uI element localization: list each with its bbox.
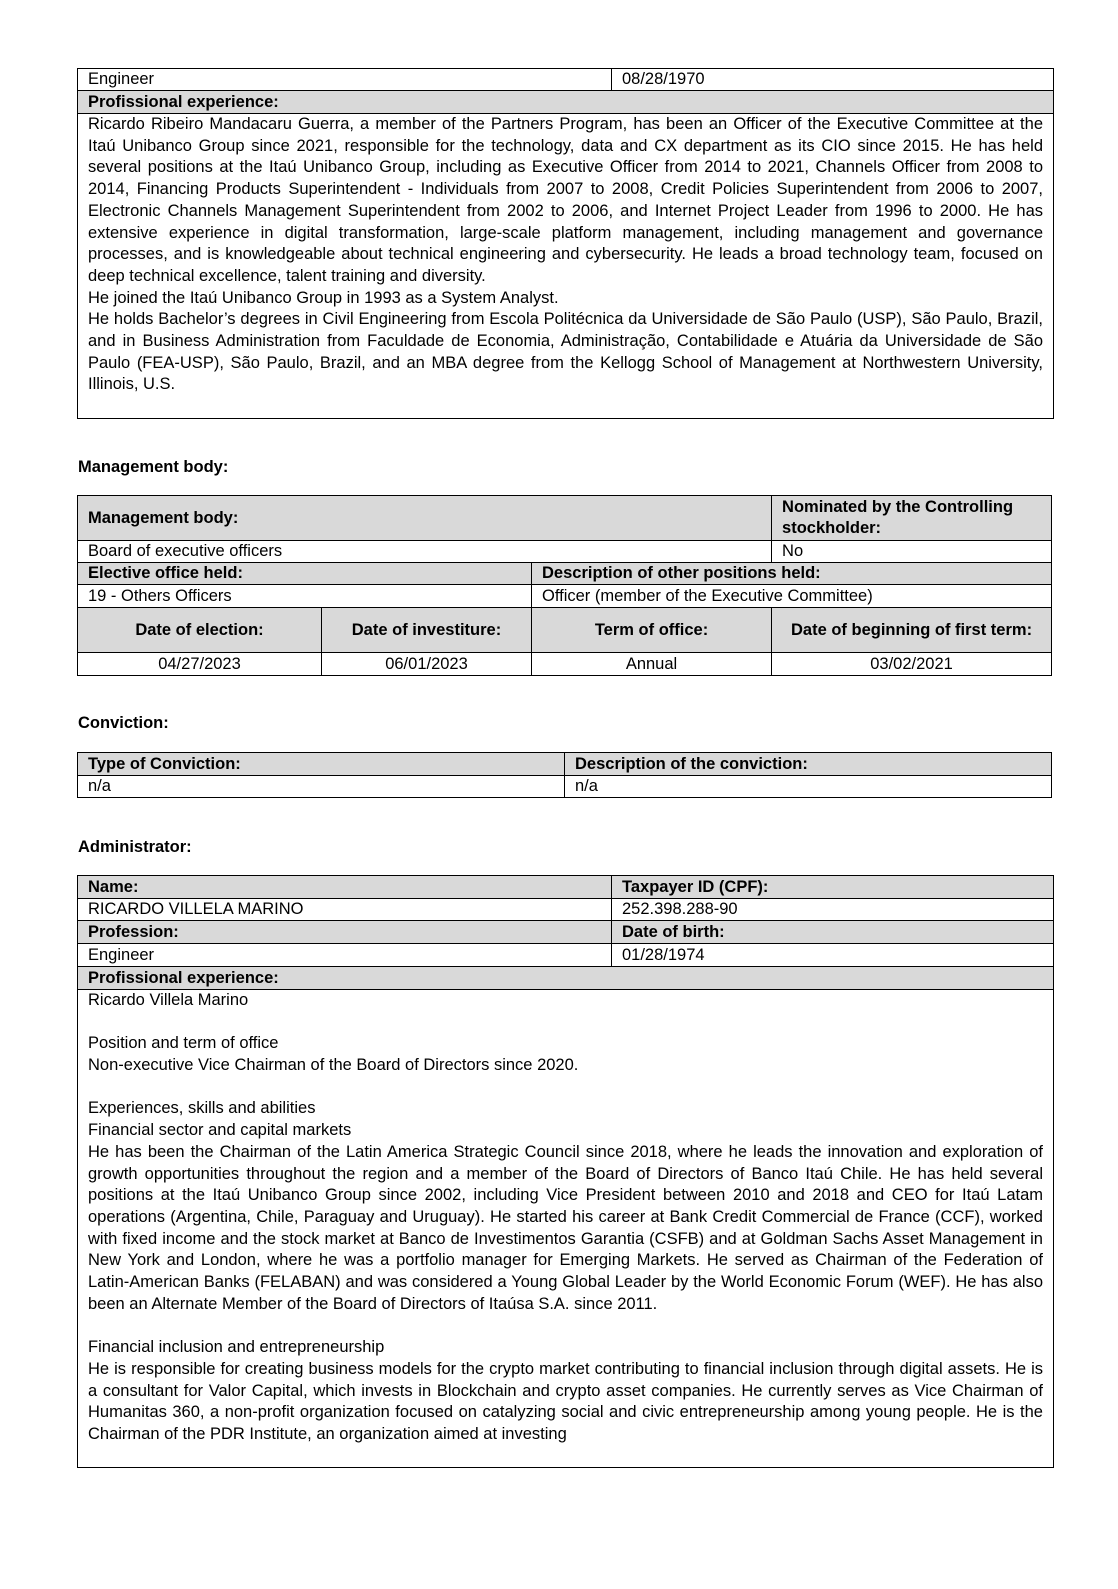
elective-office-value: 19 - Others Officers bbox=[78, 585, 532, 608]
dob-value: 01/28/1974 bbox=[612, 944, 1054, 967]
cpf-header: Taxpayer ID (CPF): bbox=[612, 876, 1054, 899]
conviction-type-header: Type of Conviction: bbox=[78, 753, 565, 776]
section-label-conviction: Conviction: bbox=[78, 714, 169, 732]
investiture-date-value: 06/01/2023 bbox=[322, 653, 532, 676]
management-table bbox=[77, 495, 1052, 676]
elective-office-header: Elective office held: bbox=[78, 563, 532, 585]
conviction-type-value: n/a bbox=[78, 776, 565, 798]
name-value: RICARDO VILLELA MARINO bbox=[78, 899, 612, 921]
experience-header: Profissional experience: bbox=[78, 91, 1054, 114]
person1-table bbox=[77, 68, 1054, 419]
experience-header: Profissional experience: bbox=[78, 967, 1054, 990]
term-value: Annual bbox=[532, 653, 772, 676]
conviction-table bbox=[77, 752, 1052, 798]
position-text: Non-executive Vice Chairman of the Board of Directors since 2020. bbox=[88, 1056, 579, 1075]
section-label-management: Management body: bbox=[78, 458, 229, 476]
nominated-header: Nominated by the Controlling stockholder: bbox=[772, 496, 1052, 541]
name-header: Name: bbox=[78, 876, 612, 899]
section-label-administrator: Administrator: bbox=[78, 838, 192, 856]
other-positions-header: Description of other positions held: bbox=[532, 563, 1052, 585]
cpf-value: 252.398.288-90 bbox=[612, 899, 1054, 921]
financial-text: He has been the Chairman of the Latin America Strategic Council since 2018, where he leads the innovation and exploration of growth opportunities throughout the region and a member of the Board of Directors of Banco Itaú Chile. He has held several positions at the Itaú Unibanco Group since 2002, including Vice President between 2010 and 2018 and CEO for Itaú Latam operations (Argentina, Chile, Paraguay and Uruguay). He started his career at Bank Credit Commercial de France (CCF), worked with fixed income and the stock market at Banco de Investimentos Garantia (CSFB) and at Goldman Sachs Asset Management in New York and London, where he was a portfolio manager for Emerging Markets. He served as Chairman of the Federation of Latin-American Banks (FELABAN) and was considered a Young Global Leader by the World Economic Forum (WEF). He has also been an Alternate Member of the Board of Directors of Itaúsa S.A. since 2011. bbox=[88, 1142, 1043, 1313]
spacer bbox=[88, 1316, 1043, 1338]
first-term-value: 03/02/2021 bbox=[772, 653, 1052, 676]
experience-paragraph: He holds Bachelor’s degrees in Civil Engineering from Escola Politécnica da Universidade de São Paulo (USP), São Paulo, Brazil, and in Business Administration from Faculdade de Economia, Administração, Contabilidade e Atuária da Universidade de São Paulo (FEA-USP), São Paulo, Brazil, and an MBA degree from the Kellogg School of Management at Northwestern University, Illinois, U.S. bbox=[88, 310, 1043, 394]
financial-title: Financial sector and capital markets bbox=[88, 1121, 352, 1140]
profession-value: Engineer bbox=[78, 944, 612, 967]
position-title: Position and term of office bbox=[88, 1034, 279, 1053]
administrator-table bbox=[77, 875, 1054, 1468]
management-body-header: Management body: bbox=[78, 496, 772, 541]
investiture-date-header: Date of investiture: bbox=[322, 608, 532, 653]
conviction-description-value: n/a bbox=[565, 776, 1052, 798]
date-of-birth-value: 08/28/1970 bbox=[612, 69, 1054, 91]
term-header: Term of office: bbox=[532, 608, 772, 653]
experience-body bbox=[78, 114, 1054, 419]
management-body-value: Board of executive officers bbox=[78, 541, 772, 563]
spacer bbox=[88, 1077, 1043, 1099]
inclusion-text: He is responsible for creating business models for the crypto market contributing to financial inclusion through digital assets. He is a consultant for Valor Capital, which invests in Blockchain and crypto asset companies. He currently serves as Vice Chairman of Humanitas 360, a non-profit organization focused on catalyzing social and civic entrepreneurship among young people. He is the Chairman of the PDR Institute, an organization aimed at investing bbox=[88, 1359, 1043, 1444]
experience-paragraph: Ricardo Ribeiro Mandacaru Guerra, a member of the Partners Program, has been an Officer of the Executive Committee at the Itaú Unibanco Group since 2021, responsible for the technology, data and CX department as its CIO since 2015. He has held several positions at the Itaú Unibanco Group, including as Executive Officer from 2014 to 2021, Channels Officer from 2008 to 2014, Financing Products Superintendent - Individuals from 2007 to 2008, Credit Policies Superintendent from 2006 to 2007, Electronic Channels Management Superintendent from 2002 to 2006, and Internet Project Leader from 1996 to 2000. He has extensive experience in digital transformation, large-scale platform management, including management and governance processes, and is knowledgeable about technical engineering and cybersecurity. He leads a broad technology team, focused on deep technical excellence, talent training and diversity. bbox=[88, 115, 1043, 285]
first-term-header: Date of beginning of first term: bbox=[772, 608, 1052, 653]
election-date-value: 04/27/2023 bbox=[78, 653, 322, 676]
conviction-description-header: Description of the conviction: bbox=[565, 753, 1052, 776]
election-date-header: Date of election: bbox=[78, 608, 322, 653]
experience-paragraph: He joined the Itaú Unibanco Group in 1993 as a System Analyst. bbox=[88, 288, 559, 307]
profession-value: Engineer bbox=[78, 69, 612, 91]
inclusion-title: Financial inclusion and entrepreneurship bbox=[88, 1338, 385, 1357]
experience-body bbox=[78, 990, 1054, 1468]
profession-header: Profession: bbox=[78, 921, 612, 944]
nominated-value: No bbox=[772, 541, 1052, 563]
admin-name-line: Ricardo Villela Marino bbox=[88, 991, 249, 1009]
spacer bbox=[88, 1012, 1043, 1034]
experience-title: Experiences, skills and abilities bbox=[88, 1099, 316, 1118]
dob-header: Date of birth: bbox=[612, 921, 1054, 944]
other-positions-value: Officer (member of the Executive Committee) bbox=[532, 585, 1052, 608]
